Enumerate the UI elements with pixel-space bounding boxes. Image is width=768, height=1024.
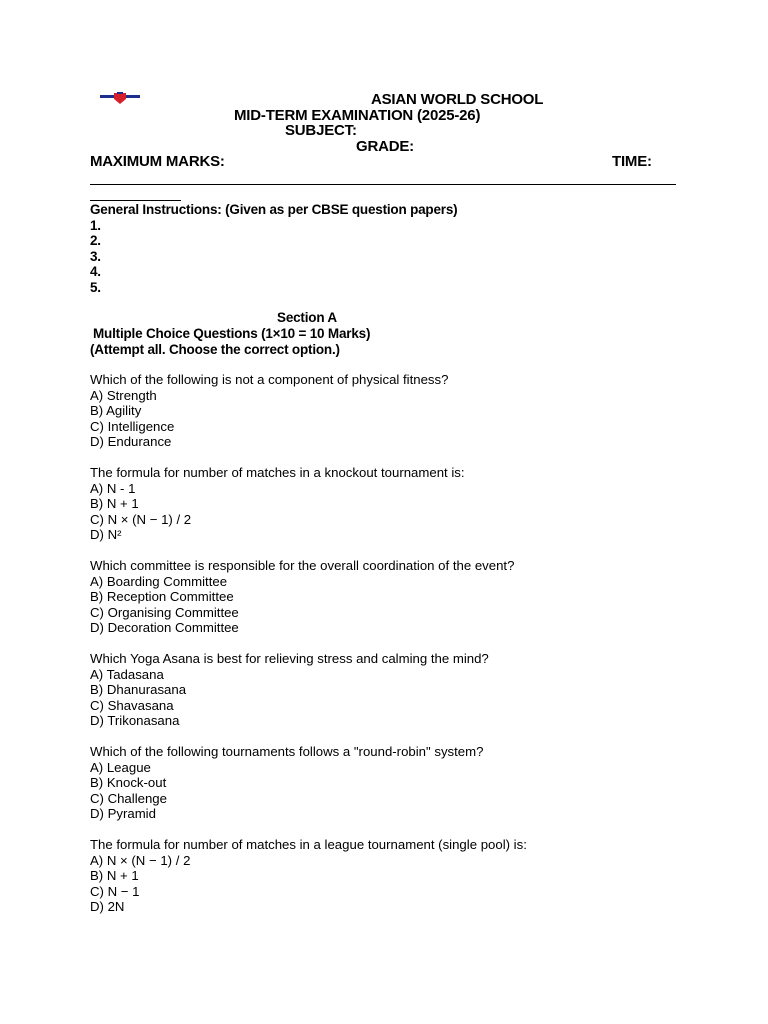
option-d: D) Trikonasana — [90, 713, 180, 728]
instruction-item: 1. — [90, 217, 101, 233]
exam-title: MID-TERM EXAMINATION (2025-26) — [234, 107, 481, 124]
option-c: C) N − 1 — [90, 883, 140, 899]
question-text: Which committee is responsible for the overall coordination of the event? — [90, 558, 515, 573]
option-b: B) N + 1 — [90, 868, 139, 883]
max-marks-label: MAXIMUM MARKS: — [90, 153, 225, 170]
instructions-heading: General Instructions: (Given as per CBSE question papers) — [90, 202, 458, 217]
question-1 — [90, 372, 448, 450]
option-c: C) Organising Committee — [90, 604, 239, 620]
grade-label: GRADE: — [356, 138, 414, 155]
option-b: B) Agility — [90, 403, 142, 418]
option-a: A) League — [90, 759, 151, 775]
option-a: A) Strength — [90, 387, 157, 403]
option-a: A) N - 1 — [90, 480, 136, 496]
option-d: D) N² — [90, 527, 122, 542]
section-header — [90, 310, 524, 358]
option-d: D) Decoration Committee — [90, 620, 239, 635]
school-name: ASIAN WORLD SCHOOL — [371, 91, 544, 108]
general-instructions — [90, 202, 457, 295]
option-d: D) 2N — [90, 899, 125, 914]
instruction-item: 5. — [90, 279, 101, 295]
option-b: B) N + 1 — [90, 496, 139, 511]
option-c: C) N × (N − 1) / 2 — [90, 511, 192, 527]
question-text: The formula for number of matches in a knockout tournament is: — [90, 465, 465, 480]
question-6 — [90, 837, 527, 915]
section-title: Section A — [277, 310, 337, 325]
subject-label: SUBJECT: — [285, 122, 357, 139]
instruction-item: 3. — [90, 248, 101, 264]
option-c: C) Shavasana — [90, 697, 174, 713]
question-2 — [90, 465, 465, 543]
school-logo-icon — [100, 92, 140, 104]
instruction-item: 4. — [90, 264, 101, 279]
option-b: B) Dhanurasana — [90, 682, 187, 697]
question-text: Which of the following tournaments follows a "round-robin" system? — [90, 744, 484, 759]
option-c: C) Intelligence — [90, 418, 175, 434]
option-a: A) N × (N − 1) / 2 — [90, 852, 191, 868]
option-b: B) Knock-out — [90, 775, 167, 790]
question-text: Which of the following is not a component of physical fitness? — [90, 372, 449, 387]
section-subtitle: Multiple Choice Questions (1×10 = 10 Marks) — [93, 326, 371, 341]
option-a: A) Tadasana — [90, 666, 164, 682]
option-a: A) Boarding Committee — [90, 573, 228, 589]
header-divider — [90, 184, 676, 185]
option-b: B) Reception Committee — [90, 589, 234, 604]
question-text: Which Yoga Asana is best for relieving stress and calming the mind? — [90, 651, 489, 666]
section-note: (Attempt all. Choose the correct option.) — [90, 342, 340, 357]
option-d: D) Endurance — [90, 434, 172, 449]
question-4 — [90, 651, 489, 729]
question-3 — [90, 558, 514, 636]
question-text: The formula for number of matches in a league tournament (single pool) is: — [90, 837, 527, 852]
question-5 — [90, 744, 483, 822]
instruction-item: 2. — [90, 233, 101, 248]
option-c: C) Challenge — [90, 790, 167, 806]
option-d: D) Pyramid — [90, 806, 156, 821]
time-label: TIME: — [612, 153, 652, 170]
header-divider-short — [90, 200, 181, 201]
